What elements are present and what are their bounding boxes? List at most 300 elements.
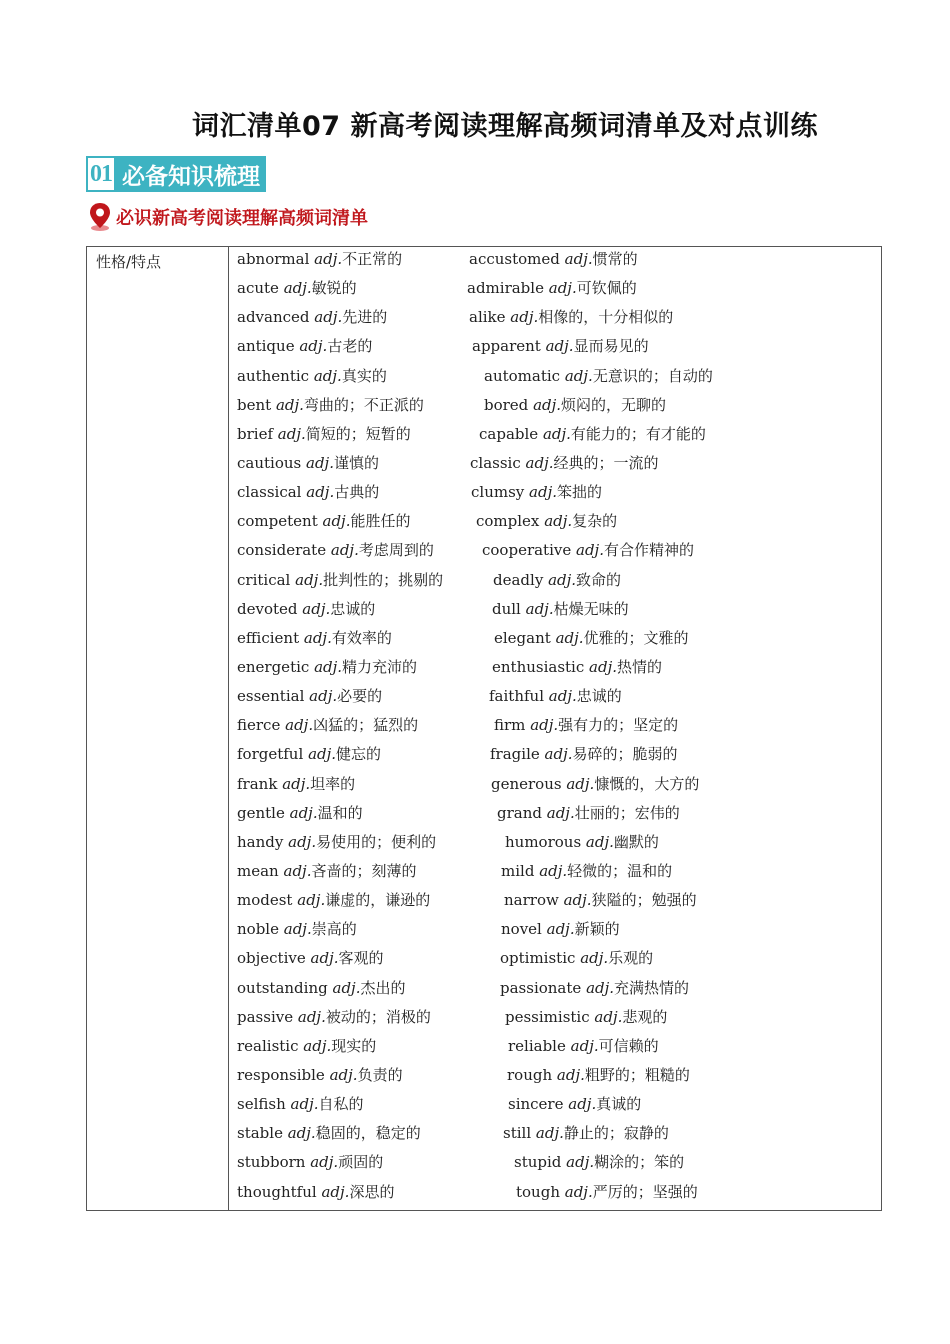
part-of-speech: adj. (288, 832, 317, 851)
table-row (229, 481, 881, 510)
meaning: 杰出的 (360, 978, 406, 997)
part-of-speech: adj. (589, 657, 617, 676)
word-entry (494, 714, 678, 736)
subsection-title: 必识新高考阅读理解高频词清单 (116, 208, 368, 229)
table-row (229, 569, 881, 598)
word-entry (504, 889, 697, 911)
page-title: 词汇清单07 新高考阅读理解高频词清单及对点训练 (192, 111, 818, 142)
meaning: 粗野的；粗糙的 (584, 1065, 690, 1084)
headword: firm (494, 716, 526, 735)
headword: stable (237, 1124, 283, 1143)
table-row (229, 1064, 881, 1093)
headword: accustomed (469, 250, 560, 268)
word-entry (503, 1122, 669, 1144)
meaning: 不正常的 (342, 250, 403, 268)
headword: capable (479, 424, 539, 443)
headword: energetic (237, 657, 310, 676)
word-entry (237, 335, 372, 357)
part-of-speech: adj. (564, 366, 593, 385)
word-entry (237, 1181, 394, 1203)
word-entry (500, 947, 653, 969)
part-of-speech: adj. (313, 366, 342, 385)
meaning: 崇高的 (311, 920, 357, 939)
part-of-speech: adj. (290, 1095, 319, 1114)
headword: bent (237, 395, 272, 414)
headword: gentle (237, 803, 285, 822)
part-of-speech: adj. (542, 424, 571, 443)
meaning: 深思的 (349, 1182, 395, 1201)
part-of-speech: adj. (535, 1124, 564, 1143)
meaning: 考虑周到的 (358, 541, 434, 560)
headword: reliable (508, 1036, 566, 1055)
part-of-speech: adj. (308, 745, 337, 764)
headword: bored (484, 395, 529, 414)
part-of-speech: adj. (568, 1095, 597, 1114)
meaning: 敏锐的 (311, 279, 357, 298)
table-row (229, 248, 881, 277)
meaning: 惯常的 (592, 250, 638, 268)
part-of-speech: adj. (530, 716, 559, 735)
word-entry (237, 918, 357, 940)
word-entry (484, 394, 666, 416)
meaning: 笨拙的 (557, 483, 603, 502)
word-entry (482, 539, 694, 561)
headword: dull (492, 599, 521, 618)
word-entry (237, 977, 405, 999)
table-row (229, 714, 881, 743)
meaning: 被动的；消极的 (325, 1007, 431, 1026)
part-of-speech: adj. (321, 1182, 350, 1201)
headword: mild (501, 861, 535, 880)
part-of-speech: adj. (510, 308, 539, 327)
word-entry (491, 773, 699, 795)
headword: thoughtful (237, 1182, 317, 1201)
headword: devoted (237, 599, 298, 618)
word-entry (508, 1093, 641, 1115)
part-of-speech: adj. (525, 599, 554, 618)
word-entry (505, 831, 659, 853)
part-of-speech: adj. (570, 1036, 599, 1055)
meaning: 坦率的 (310, 774, 356, 793)
meaning: 易碎的；脆弱的 (572, 745, 678, 764)
headword: fragile (490, 745, 540, 764)
word-entry (237, 947, 384, 969)
table-row (229, 277, 881, 306)
meaning: 枯燥无味的 (553, 599, 629, 618)
headword: advanced (237, 308, 310, 327)
table-row (229, 365, 881, 394)
headword: sincere (508, 1095, 564, 1114)
word-entry (500, 977, 689, 999)
headword: realistic (237, 1036, 299, 1055)
part-of-speech: adj. (548, 279, 577, 298)
part-of-speech: adj. (306, 453, 334, 472)
word-entry (237, 277, 357, 299)
meaning: 相像的，十分相似的 (538, 308, 674, 327)
meaning: 稳固的，稳定的 (315, 1124, 421, 1143)
part-of-speech: adj. (548, 687, 577, 706)
word-entry (501, 918, 620, 940)
meaning: 显而易见的 (573, 337, 649, 356)
table-row (229, 947, 881, 976)
meaning: 负责的 (357, 1065, 403, 1084)
word-entry (237, 365, 387, 387)
table-row (229, 423, 881, 452)
meaning: 批判性的；挑剔的 (323, 570, 444, 589)
word-entry (470, 452, 659, 474)
headword: complex (476, 512, 540, 531)
part-of-speech: adj. (566, 774, 595, 793)
word-entry (497, 802, 680, 824)
word-entry (489, 685, 622, 707)
part-of-speech: adj. (310, 949, 339, 968)
word-entry (237, 481, 379, 503)
part-of-speech: adj. (539, 861, 568, 880)
headword: competent (237, 512, 318, 531)
headword: tough (516, 1182, 560, 1201)
meaning: 忠诚的 (330, 599, 376, 618)
headword: elegant (494, 628, 551, 647)
word-entry (237, 539, 434, 561)
part-of-speech: adj. (546, 920, 575, 939)
meaning: 凶猛的；猛烈的 (313, 716, 419, 735)
meaning: 乐观的 (608, 949, 654, 968)
meaning: 谦虚的，谦逊的 (325, 891, 431, 910)
meaning: 壮丽的；宏伟的 (574, 803, 680, 822)
headword: modest (237, 891, 293, 910)
word-entry (490, 743, 678, 765)
word-entry (514, 1151, 684, 1173)
part-of-speech: adj. (548, 570, 577, 589)
meaning: 古老的 (327, 337, 373, 356)
part-of-speech: adj. (275, 395, 304, 414)
part-of-speech: adj. (314, 657, 343, 676)
word-entry (476, 510, 617, 532)
table-row (229, 1181, 881, 1210)
part-of-speech: adj. (310, 1153, 339, 1172)
word-entry (237, 773, 355, 795)
section-header (86, 156, 266, 192)
part-of-speech: adj. (586, 978, 615, 997)
part-of-speech: adj. (283, 920, 312, 939)
meaning: 可钦佩的 (576, 279, 637, 298)
word-entry (479, 423, 706, 445)
meaning: 精力充沛的 (342, 657, 418, 676)
part-of-speech: adj. (277, 424, 306, 443)
table-row (229, 889, 881, 918)
word-entry (237, 860, 416, 882)
word-entry (492, 656, 662, 678)
word-entry (237, 1006, 431, 1028)
word-entry (505, 1006, 667, 1028)
meaning: 无意识的；自动的 (592, 366, 713, 385)
headword: considerate (237, 541, 327, 560)
meaning: 悲观的 (622, 1007, 668, 1026)
headword: pessimistic (505, 1007, 590, 1026)
part-of-speech: adj. (564, 1182, 593, 1201)
part-of-speech: adj. (332, 978, 361, 997)
part-of-speech: adj. (546, 803, 575, 822)
part-of-speech: adj. (544, 745, 573, 764)
headword: stupid (514, 1153, 562, 1172)
table-row (229, 452, 881, 481)
part-of-speech: adj. (556, 1065, 585, 1084)
meaning: 慷慨的，大方的 (594, 774, 700, 793)
part-of-speech: adj. (314, 250, 343, 268)
word-entry (493, 569, 621, 591)
meaning: 严厉的；坚强的 (592, 1182, 698, 1201)
headword: responsible (237, 1065, 325, 1084)
headword: apparent (472, 337, 541, 356)
headword: generous (491, 774, 562, 793)
part-of-speech: adj. (525, 453, 554, 472)
headword: clumsy (471, 483, 525, 502)
headword: narrow (504, 891, 559, 910)
meaning: 易使用的；便利的 (316, 832, 437, 851)
meaning: 古典的 (334, 483, 380, 502)
meaning: 必要的 (337, 687, 383, 706)
table-row (229, 627, 881, 656)
headword: frank (237, 774, 278, 793)
section-number: 01 (86, 156, 116, 192)
headword: humorous (505, 832, 582, 851)
word-entry (237, 452, 379, 474)
part-of-speech: adj. (329, 1065, 358, 1084)
table-row (229, 1035, 881, 1064)
meaning: 有合作精神的 (603, 541, 694, 560)
meaning: 幽默的 (613, 832, 659, 851)
part-of-speech: adj. (585, 832, 614, 851)
part-of-speech: adj. (283, 861, 312, 880)
part-of-speech: adj. (287, 1124, 316, 1143)
headword: antique (237, 337, 295, 356)
table-row (229, 306, 881, 335)
headword: classical (237, 483, 302, 502)
table-row (229, 394, 881, 423)
meaning: 致命的 (576, 570, 622, 589)
headword: deadly (493, 570, 544, 589)
meaning: 热情的 (617, 657, 663, 676)
word-entry (507, 1064, 690, 1086)
word-entry (237, 1122, 421, 1144)
word-entry (237, 1064, 403, 1086)
part-of-speech: adj. (283, 279, 312, 298)
headword: essential (237, 687, 305, 706)
headword: abnormal (237, 250, 310, 268)
part-of-speech: adj. (285, 716, 314, 735)
headword: rough (507, 1065, 553, 1084)
headword: acute (237, 279, 279, 298)
meaning: 顽固的 (338, 1153, 384, 1172)
meaning: 谨慎的 (333, 453, 379, 472)
table-row (229, 977, 881, 1006)
headword: cautious (237, 453, 302, 472)
meaning: 简短的；短暂的 (305, 424, 411, 443)
word-entry (508, 1035, 659, 1057)
word-entry (237, 714, 418, 736)
part-of-speech: adj. (576, 541, 604, 560)
headword: critical (237, 570, 291, 589)
part-of-speech: adj. (282, 774, 311, 793)
headword: enthusiastic (492, 657, 585, 676)
headword: passionate (500, 978, 582, 997)
meaning: 有效率的 (331, 628, 392, 647)
table-row (229, 918, 881, 947)
meaning: 可信赖的 (598, 1036, 659, 1055)
part-of-speech: adj. (303, 1036, 332, 1055)
part-of-speech: adj. (289, 803, 318, 822)
meaning: 能胜任的 (350, 512, 411, 531)
meaning: 狭隘的；勉强的 (591, 891, 697, 910)
word-entry (501, 860, 672, 882)
part-of-speech: adj. (529, 483, 558, 502)
table-row (229, 1122, 881, 1151)
part-of-speech: adj. (309, 687, 338, 706)
headword: admirable (467, 279, 544, 298)
part-of-speech: adj. (330, 541, 359, 560)
word-entry (484, 365, 713, 387)
word-entry (237, 889, 430, 911)
meaning: 强有力的；坚定的 (558, 716, 679, 735)
word-entry (237, 510, 411, 532)
part-of-speech: adj. (564, 250, 593, 268)
table-row (229, 1006, 881, 1035)
headword: faithful (489, 687, 544, 706)
subsection-header (88, 202, 368, 232)
word-entry (237, 627, 392, 649)
part-of-speech: adj. (322, 512, 351, 531)
meaning: 经典的；一流的 (553, 453, 659, 472)
table-row (229, 743, 881, 772)
part-of-speech: adj. (580, 949, 609, 968)
word-entry (237, 802, 363, 824)
word-entry (237, 598, 375, 620)
word-entry (237, 423, 411, 445)
part-of-speech: adj. (563, 891, 592, 910)
table-row (229, 598, 881, 627)
meaning: 温和的 (317, 803, 363, 822)
table-row (229, 685, 881, 714)
part-of-speech: adj. (303, 628, 332, 647)
meaning: 先进的 (342, 308, 388, 327)
table-row (229, 831, 881, 860)
word-entry (237, 569, 443, 591)
headword: efficient (237, 628, 300, 647)
section-title: 必备知识梳理 (116, 156, 266, 192)
headword: stubborn (237, 1153, 306, 1172)
table-row (229, 860, 881, 889)
part-of-speech: adj. (297, 891, 326, 910)
part-of-speech: adj. (566, 1153, 595, 1172)
table-row (229, 656, 881, 685)
part-of-speech: adj. (299, 337, 328, 356)
meaning: 充满热情的 (614, 978, 690, 997)
headword: authentic (237, 366, 310, 385)
word-entry (237, 1035, 376, 1057)
meaning: 弯曲的；不正派的 (303, 395, 424, 414)
part-of-speech: adj. (544, 512, 573, 531)
table-row (229, 539, 881, 568)
headword: still (503, 1124, 532, 1143)
table-row (229, 1093, 881, 1122)
meaning: 新颖的 (574, 920, 620, 939)
meaning: 静止的；寂静的 (563, 1124, 669, 1143)
table-row (229, 1151, 881, 1180)
part-of-speech: adj. (306, 483, 335, 502)
part-of-speech: adj. (302, 599, 331, 618)
word-entry (237, 306, 387, 328)
headword: novel (501, 920, 542, 939)
meaning: 烦闷的，无聊的 (561, 395, 667, 414)
word-entry (237, 248, 402, 270)
word-entry (469, 306, 673, 328)
headword: automatic (484, 366, 561, 385)
meaning: 忠诚的 (576, 687, 622, 706)
word-list (229, 247, 881, 1210)
word-entry (492, 598, 629, 620)
word-entry (516, 1181, 698, 1203)
headword: mean (237, 861, 279, 880)
vocabulary-table (86, 246, 882, 1211)
headword: objective (237, 949, 306, 968)
headword: optimistic (500, 949, 576, 968)
meaning: 现实的 (331, 1036, 377, 1055)
headword: passive (237, 1007, 294, 1026)
meaning: 糊涂的；笨的 (594, 1153, 685, 1172)
headword: classic (470, 453, 521, 472)
category-cell: 性格/特点 (87, 247, 229, 1210)
part-of-speech: adj. (295, 570, 324, 589)
word-entry (469, 248, 638, 270)
word-entry (237, 743, 381, 765)
meaning: 健忘的 (336, 745, 382, 764)
word-entry (237, 1151, 383, 1173)
word-entry (471, 481, 602, 503)
table-row (229, 802, 881, 831)
meaning: 优雅的；文雅的 (583, 628, 689, 647)
headword: grand (497, 803, 542, 822)
part-of-speech: adj. (545, 337, 574, 356)
part-of-speech: adj. (297, 1007, 326, 1026)
word-entry (467, 277, 637, 299)
table-row (229, 335, 881, 364)
meaning: 复杂的 (572, 512, 618, 531)
meaning: 轻微的；温和的 (567, 861, 673, 880)
meaning: 客观的 (338, 949, 384, 968)
meaning: 吝啬的；刻薄的 (311, 861, 417, 880)
part-of-speech: adj. (594, 1007, 623, 1026)
part-of-speech: adj. (314, 308, 343, 327)
location-pin-icon (88, 202, 112, 232)
headword: cooperative (482, 541, 572, 560)
table-row (229, 773, 881, 802)
headword: handy (237, 832, 284, 851)
headword: selfish (237, 1095, 286, 1114)
word-entry (237, 394, 424, 416)
headword: outstanding (237, 978, 328, 997)
headword: fierce (237, 716, 281, 735)
headword: brief (237, 424, 273, 443)
part-of-speech: adj. (555, 628, 584, 647)
meaning: 有能力的；有才能的 (570, 424, 706, 443)
word-entry (494, 627, 689, 649)
word-entry (472, 335, 649, 357)
part-of-speech: adj. (533, 395, 562, 414)
meaning: 真实的 (341, 366, 387, 385)
headword: noble (237, 920, 279, 939)
headword: alike (469, 308, 506, 327)
meaning: 自私的 (318, 1095, 364, 1114)
